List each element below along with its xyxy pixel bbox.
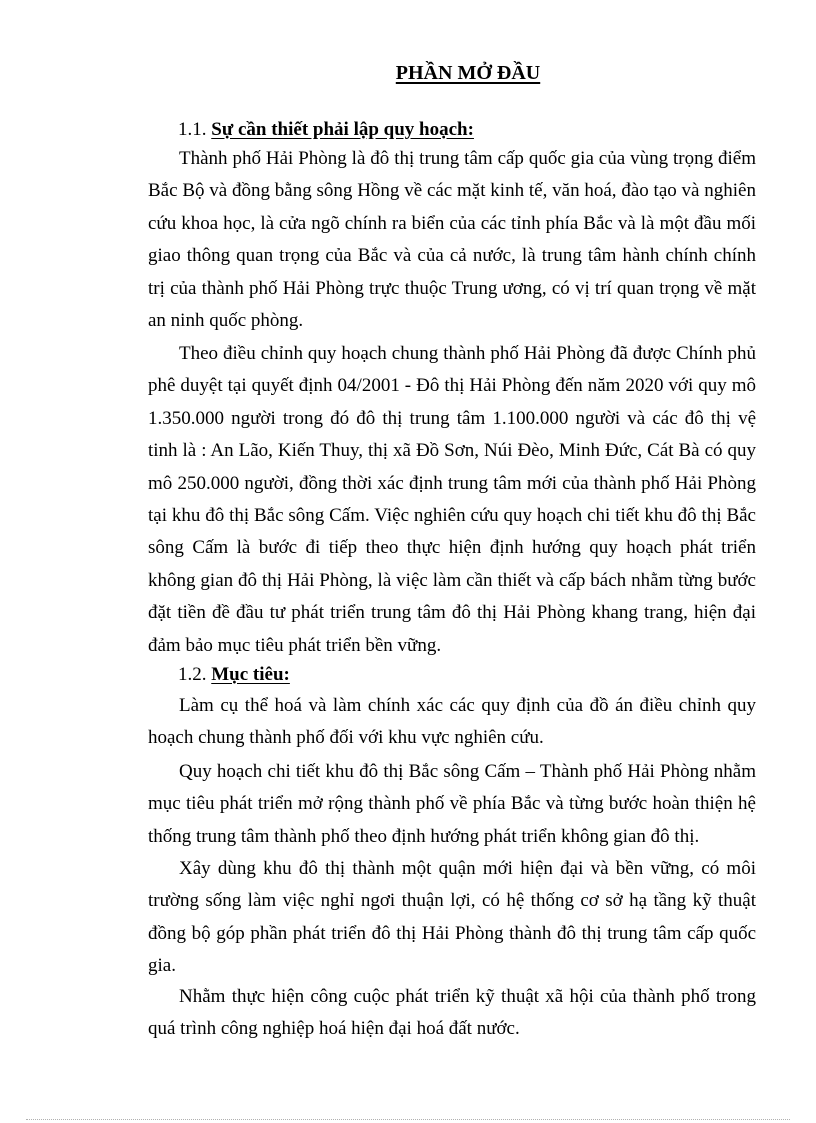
section-heading-text: Sự cần thiết phải lập quy hoạch: bbox=[211, 119, 474, 140]
paragraph: Thành phố Hải Phòng là đô thị trung tâm cấp quốc gia của vùng trọng điểm Bắc Bộ và đồng bằng sông Hồng về các mặt kinh tế, văn hoá, đào tạo và nghiên cứu khoa học, là cửa ngõ chính ra biển của các tỉnh phía Bắc và là một đầu mối giao thông quan trọng của Bắc và của cả nước, là trung tâm hành chính chính trị của thành phố Hải Phòng trực thuộc Trung ương, có vị trí quan trọng về mặt an ninh quốc phòng. bbox=[148, 148, 756, 332]
paragraph: Theo điều chỉnh quy hoạch chung thành phố Hải Phòng đã được Chính phủ phê duyệt tại quyết định 04/2001 - Đô thị Hải Phòng đến năm 2020 với quy mô 1.350.000 người trong đó đô thị trung tâm 1.100.000 người và các đô thị vệ tinh là : An Lão, Kiến Thuy, thị xã Đồ Sơn, Núi Đèo, Minh Đức, Cát Bà có quy mô 250.000 người, đồng thời xác định trung tâm mới của thành phố Hải Phòng tại khu đô thị Bắc sông Cấm. Việc nghiên cứu quy hoạch chi tiết khu đô thị Bắc sông Cấm là bước đi tiếp theo thực hiện định hướng quy hoạch phát triển không gian đô thị Hải Phòng, là việc làm cần thiết và cấp bách nhằm từng bước đặt tiền đề đầu tư phát triển trung tâm đô thị Hải Phòng khang trang, hiện đại đảm bảo mục tiêu phát triển bền vững. bbox=[148, 343, 756, 656]
paragraph: Nhằm thực hiện công cuộc phát triển kỹ thuật xã hội của thành phố trong quá trình công nghiệp hoá hiện đại hoá đất nước. bbox=[148, 986, 756, 1040]
paragraph: Xây dùng khu đô thị thành một quận mới hiện đại và bền vững, có môi trường sống làm việc nghỉ ngơi thuận lợi, có hệ thống cơ sở hạ tầng kỹ thuật đồng bộ góp phần phát triển đô thị Hải Phòng thành đô thị trung tâm cấp quốc gia. bbox=[148, 858, 756, 977]
section-number: 1.2. bbox=[178, 664, 207, 685]
section-heading-1-2 bbox=[178, 659, 290, 691]
paragraph: Làm cụ thể hoá và làm chính xác các quy định của đồ án điều chỉnh quy hoạch chung thành phố đối với khu vực nghiên cứu. bbox=[148, 695, 756, 749]
page-bottom-divider bbox=[26, 1119, 790, 1120]
section-number: 1.1. bbox=[178, 119, 207, 140]
paragraph: Quy hoạch chi tiết khu đô thị Bắc sông Cấm – Thành phố Hải Phòng nhằm mục tiêu phát triển mở rộng thành phố về phía Bắc và từng bước hoàn thiện hệ thống trung tâm thành phố theo định hướng phát triển không gian đô thị. bbox=[148, 761, 756, 847]
page-title: PHẦN MỞ ĐẦU bbox=[395, 62, 541, 84]
section-heading-1-1 bbox=[178, 114, 474, 146]
section-heading-text: Mục tiêu: bbox=[211, 664, 290, 685]
